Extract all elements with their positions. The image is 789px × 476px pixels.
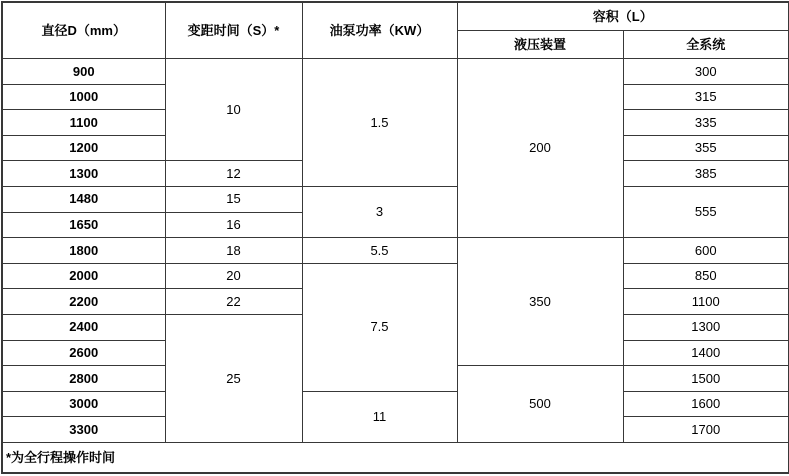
cell-hydraulic-volume: 200 bbox=[457, 59, 623, 238]
cell-diameter: 2800 bbox=[2, 366, 165, 392]
cell-diameter: 2400 bbox=[2, 314, 165, 340]
footnote-row bbox=[2, 442, 789, 473]
cell-system-volume: 555 bbox=[623, 186, 789, 237]
cell-system-volume: 1400 bbox=[623, 340, 789, 366]
header-pump-power: 油泵功率（KW） bbox=[302, 2, 457, 59]
cell-system-volume: 1300 bbox=[623, 314, 789, 340]
cell-pump-power: 11 bbox=[302, 391, 457, 442]
cell-pitch-time: 25 bbox=[165, 314, 302, 442]
cell-pitch-time: 10 bbox=[165, 59, 302, 161]
header-row-1 bbox=[2, 2, 789, 31]
table-row bbox=[2, 59, 789, 85]
footnote: *为全行程操作时间 bbox=[2, 442, 789, 473]
header-pitch-time: 变距时间（S）* bbox=[165, 2, 302, 59]
cell-pitch-time: 16 bbox=[165, 212, 302, 238]
cell-system-volume: 1500 bbox=[623, 366, 789, 392]
cell-diameter: 1000 bbox=[2, 84, 165, 110]
cell-diameter: 1650 bbox=[2, 212, 165, 238]
cell-diameter: 2200 bbox=[2, 289, 165, 315]
cell-diameter: 1200 bbox=[2, 135, 165, 161]
cell-system-volume: 335 bbox=[623, 110, 789, 136]
cell-system-volume: 1600 bbox=[623, 391, 789, 417]
cell-system-volume: 300 bbox=[623, 59, 789, 85]
cell-system-volume: 355 bbox=[623, 135, 789, 161]
cell-pitch-time: 15 bbox=[165, 186, 302, 212]
cell-pump-power: 3 bbox=[302, 186, 457, 237]
cell-diameter: 1100 bbox=[2, 110, 165, 136]
cell-diameter: 2600 bbox=[2, 340, 165, 366]
header-diameter: 直径D（mm） bbox=[2, 2, 165, 59]
cell-system-volume: 315 bbox=[623, 84, 789, 110]
header-hydraulic-unit: 液压装置 bbox=[457, 31, 623, 59]
cell-pump-power: 1.5 bbox=[302, 59, 457, 187]
table-row bbox=[2, 391, 789, 417]
cell-pitch-time: 20 bbox=[165, 263, 302, 289]
cell-diameter: 900 bbox=[2, 59, 165, 85]
cell-diameter: 3000 bbox=[2, 391, 165, 417]
cell-pump-power: 5.5 bbox=[302, 238, 457, 264]
cell-diameter: 1480 bbox=[2, 186, 165, 212]
cell-system-volume: 600 bbox=[623, 238, 789, 264]
spec-table bbox=[1, 1, 789, 474]
cell-diameter: 3300 bbox=[2, 417, 165, 443]
cell-diameter: 1800 bbox=[2, 238, 165, 264]
cell-diameter: 2000 bbox=[2, 263, 165, 289]
cell-pitch-time: 18 bbox=[165, 238, 302, 264]
cell-hydraulic-volume: 500 bbox=[457, 366, 623, 443]
cell-hydraulic-volume: 350 bbox=[457, 238, 623, 366]
cell-pump-power: 7.5 bbox=[302, 263, 457, 391]
cell-system-volume: 1700 bbox=[623, 417, 789, 443]
header-volume: 容积（L） bbox=[457, 2, 789, 31]
cell-system-volume: 850 bbox=[623, 263, 789, 289]
cell-diameter: 1300 bbox=[2, 161, 165, 187]
table-row bbox=[2, 186, 789, 212]
cell-system-volume: 385 bbox=[623, 161, 789, 187]
cell-system-volume: 1100 bbox=[623, 289, 789, 315]
cell-pitch-time: 12 bbox=[165, 161, 302, 187]
header-full-system: 全系统 bbox=[623, 31, 789, 59]
cell-pitch-time: 22 bbox=[165, 289, 302, 315]
table-row bbox=[2, 263, 789, 289]
table-row bbox=[2, 238, 789, 264]
